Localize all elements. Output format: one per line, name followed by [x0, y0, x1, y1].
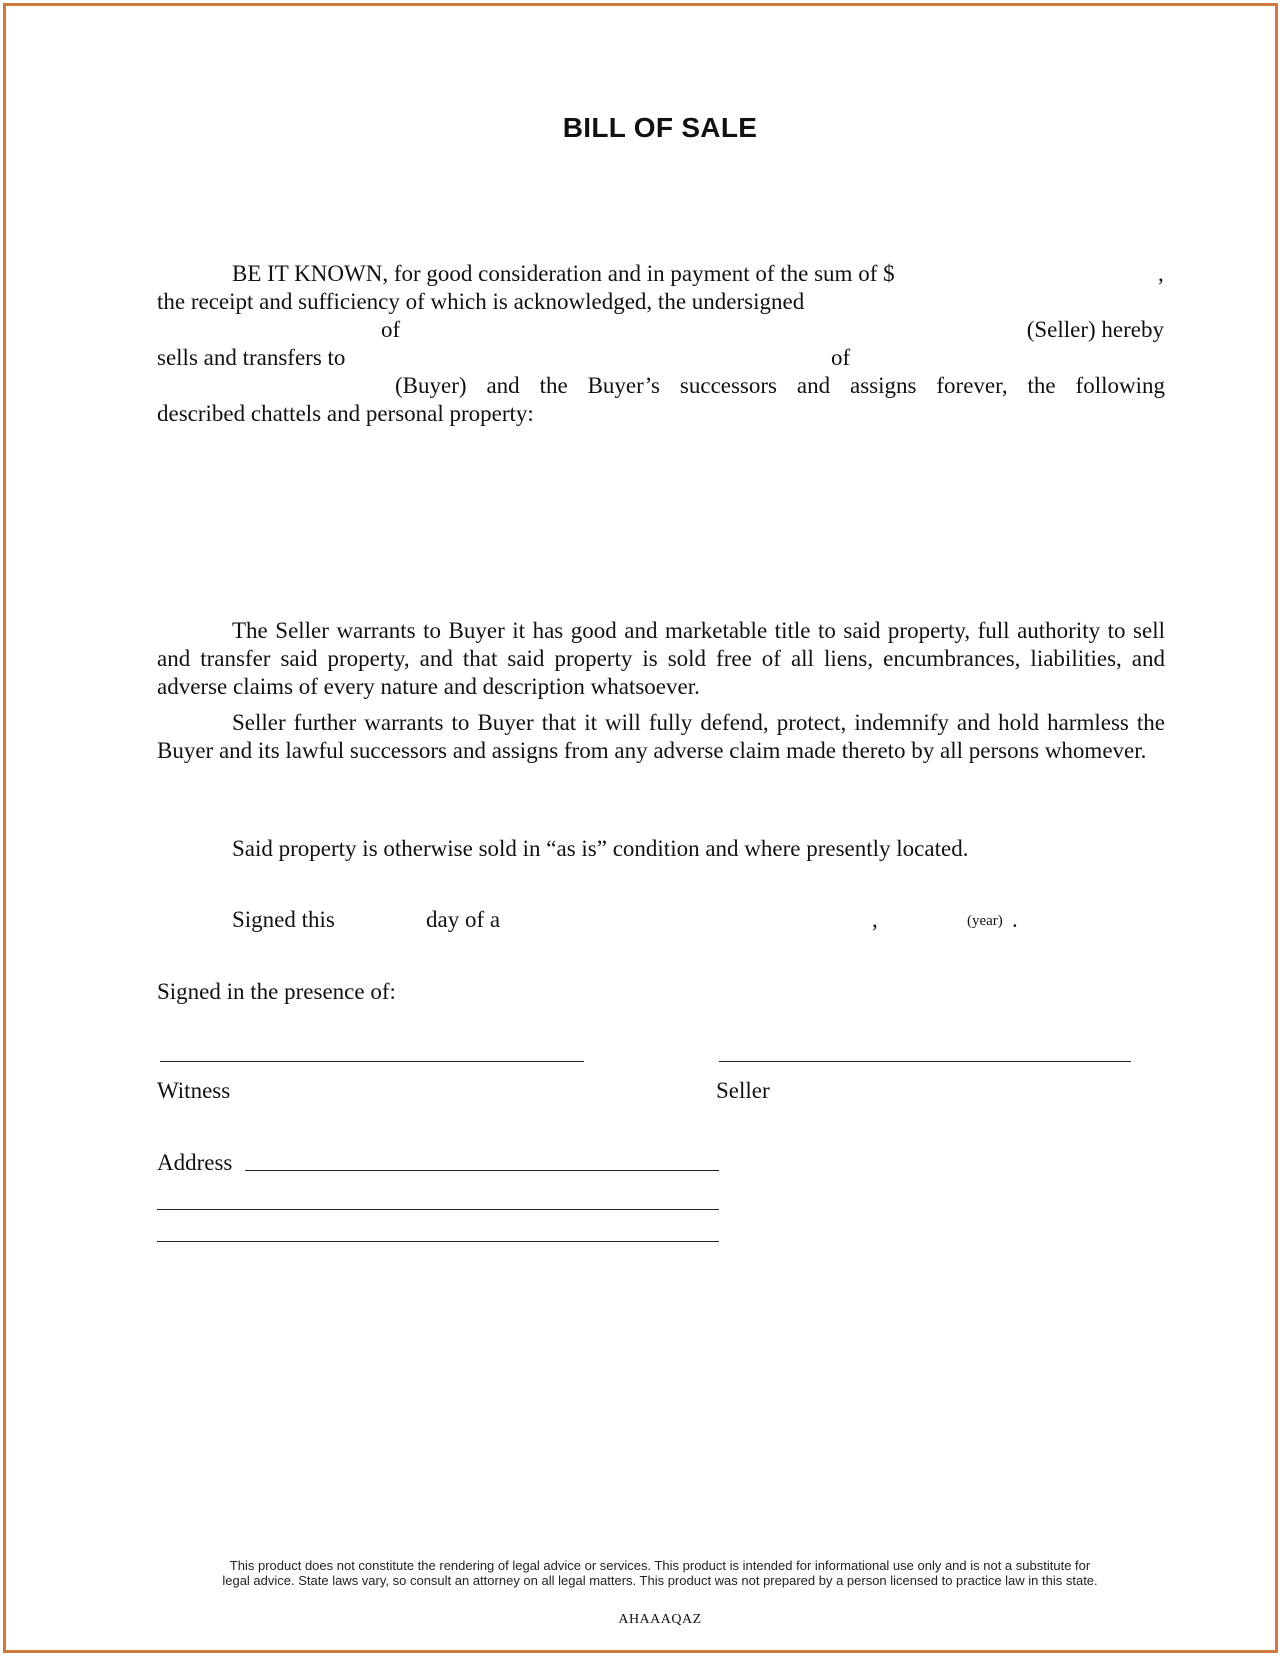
document-title: BILL OF SALE — [562, 112, 758, 143]
para1-line3a: of — [381, 317, 401, 342]
disclaimer-line1: This product does not constitute the rendering of legal advice or services. This product is intended for informational use only and is not a substitute for — [229, 1558, 1091, 1573]
para1-line4b: of — [831, 345, 851, 370]
footer-code: AHAAAQAZ — [618, 1612, 702, 1627]
day-of-label: day of a — [426, 907, 501, 932]
address-line-3[interactable] — [157, 1241, 719, 1242]
defense-paragraph: Seller further warrants to Buyer that it will fully defend, protect, indemnify and hold harmless the Buyer and its lawful successors and assigns from any adverse claim made thereto by all persons whomever. — [157, 710, 1165, 763]
para1-line5: (Buyer) and the Buyer’s successors and assigns forever, the following — [395, 373, 1165, 398]
para1-line6: described chattels and personal property: — [157, 401, 534, 426]
warranty-paragraph: The Seller warrants to Buyer it has good and marketable title to said property, full authority to sell and transfer said property, and that said property is sold free of all liens, encumbrances, liabilities, and adverse claims of every nature and description whatsoever. — [157, 618, 1165, 699]
seller-label: Seller — [716, 1078, 770, 1103]
presence-label: Signed in the presence of: — [157, 979, 396, 1004]
signed-comma: , — [872, 907, 878, 932]
address-line-2[interactable] — [157, 1209, 719, 1210]
para1-line4a: sells and transfers to — [157, 345, 346, 370]
address-label: Address — [157, 1150, 233, 1175]
signed-period: . — [1012, 907, 1018, 932]
signed-this-label: Signed this — [232, 907, 335, 932]
year-label: (year) — [967, 913, 1003, 929]
para1-line1a: BE IT KNOWN, for good consideration and in payment of the sum of $ — [232, 261, 895, 286]
disclaimer-line2: legal advice. State laws vary, so consult an attorney on all legal matters. This product was not prepared by a person licensed to practice law in this state. — [222, 1573, 1098, 1588]
witness-signature-line[interactable] — [160, 1061, 584, 1062]
witness-label: Witness — [157, 1078, 231, 1103]
page-frame — [3, 3, 1278, 1653]
address-line-1[interactable] — [245, 1170, 719, 1171]
para1-line1b: , — [1158, 261, 1164, 286]
seller-signature-line[interactable] — [719, 1061, 1131, 1062]
para1-line3b: (Seller) hereby — [1026, 317, 1164, 342]
para1-line2: the receipt and sufficiency of which is acknowledged, the undersigned — [157, 289, 805, 314]
as-is-paragraph: Said property is otherwise sold in “as is” condition and where presently located. — [232, 836, 969, 861]
